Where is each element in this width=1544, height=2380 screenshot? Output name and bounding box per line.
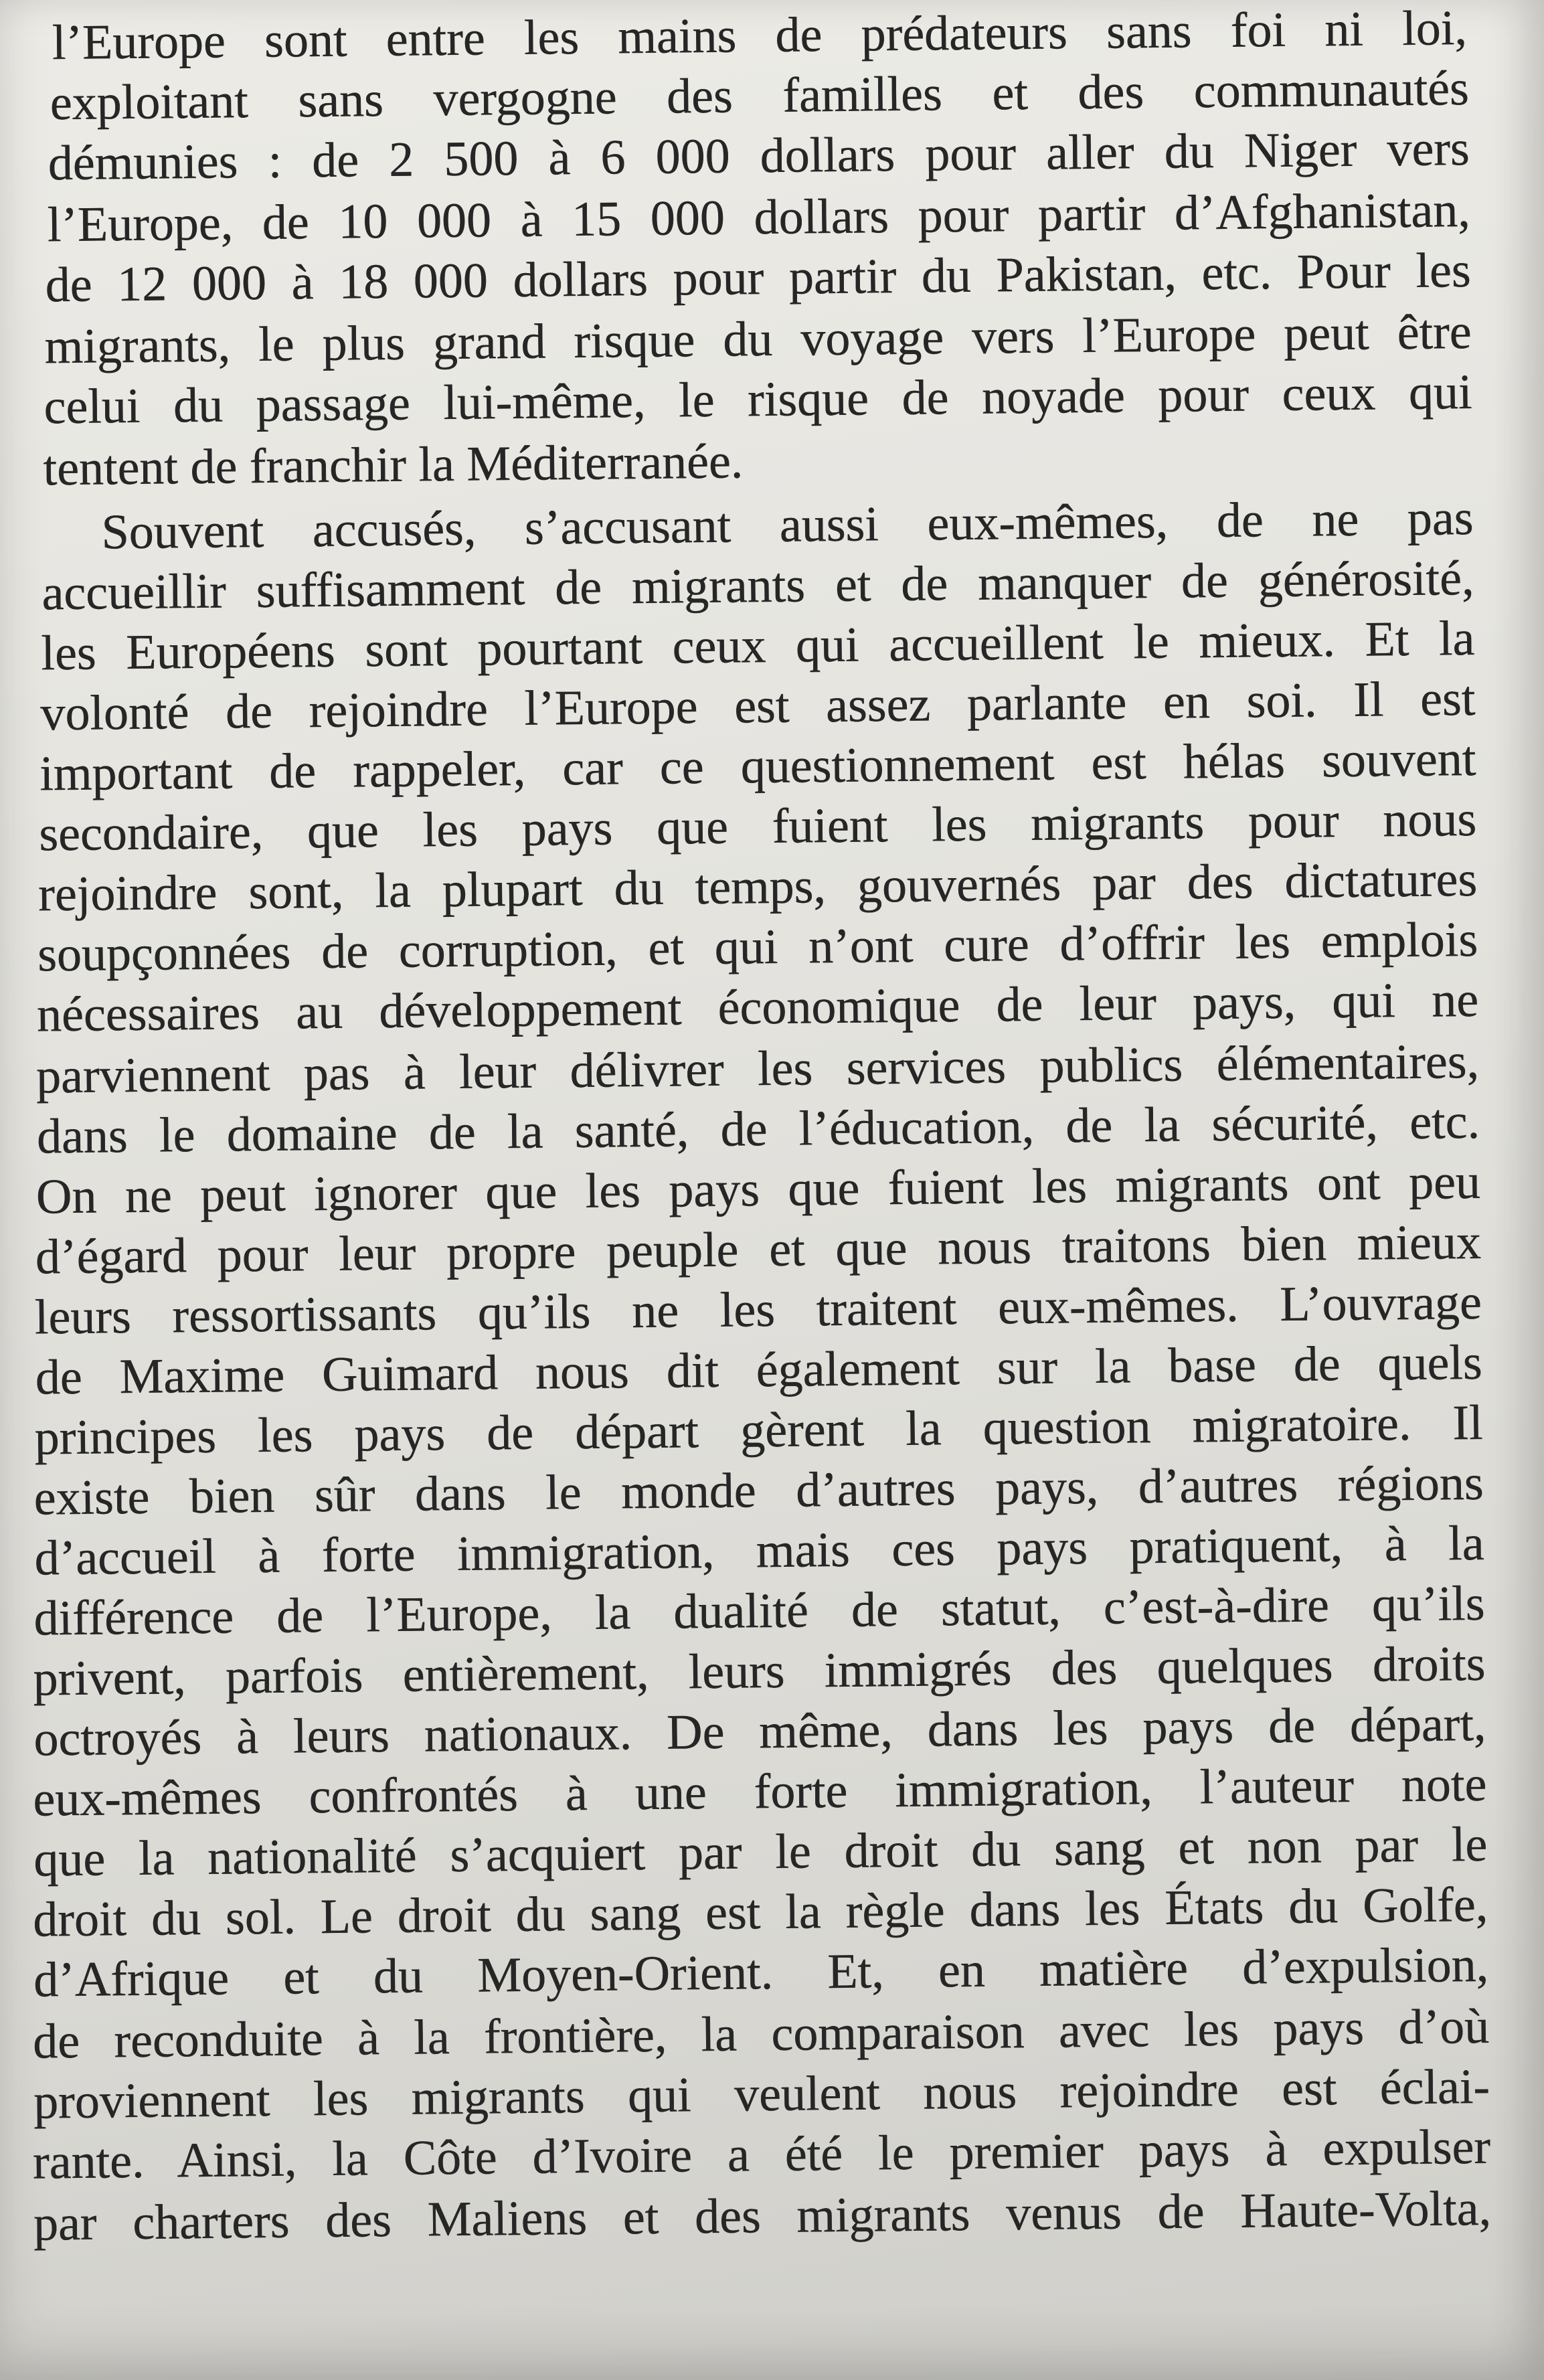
- text-line: d’accueil à forte immigration, mais ces pays pratiquent, à la: [34, 1515, 1484, 1586]
- text-line: les Européens sont pourtant ceux qui accueillent le mieux. Et la: [41, 610, 1475, 681]
- text-line: droit du sol. Le droit du sang est la règle dans les États du Golfe,: [32, 1877, 1488, 1948]
- text-line: proviennent les migrants qui veulent nous rejoindre est éclai-: [33, 2059, 1490, 2130]
- text-line: celui du passage lui-même, le risque de noyade pour ceux qui: [44, 364, 1472, 435]
- text-line: de Maxime Guimard nous dit également sur la base de quels: [35, 1335, 1483, 1406]
- text-line: que la nationalité s’acquiert par le droit du sang et non par le: [33, 1816, 1488, 1887]
- text-line: démunies : de 2 500 à 6 000 dollars pour aller du Niger vers: [48, 120, 1470, 191]
- text-line: accueillir suffisamment de migrants et de manquer de générosité,: [41, 550, 1474, 621]
- text-line: parviennent pas à leur délivrer les services publics élémentaires,: [35, 1033, 1480, 1104]
- text-line: On ne peut ignorer que les pays que fuient les migrants ont peu: [35, 1154, 1481, 1225]
- text-line: d’égard pour leur propre peuple et que nous traitons bien mieux: [35, 1214, 1482, 1285]
- text-line: secondaire, que les pays que fuient les migrants pour nous: [38, 791, 1477, 862]
- text-line: exploitant sans vergogne des familles et des communautés: [50, 60, 1470, 131]
- text-line: volonté de rejoindre l’Europe est assez parlante en soi. Il est: [40, 671, 1476, 742]
- paragraph-first-line: Souvent accusés, s’accusant aussi eux-mêmes, de ne pas: [101, 490, 1474, 560]
- text-line: rejoindre sont, la plupart du temps, gouvernés par des dictatures: [37, 851, 1478, 922]
- text-line: par charters des Maliens et des migrants venus de Haute-Volta,: [33, 2181, 1492, 2251]
- text-line: eux-mêmes confrontés à une forte immigration, l’auteur note: [33, 1756, 1487, 1827]
- text-line: octroyés à leurs nationaux. De même, dans les pays de départ,: [33, 1696, 1486, 1767]
- text-line: soupçonnées de corruption, et qui n’ont cure d’offrir les emplois: [37, 912, 1478, 983]
- text-line: l’Europe sont entre les mains de prédateurs sans foi ni loi,: [52, 0, 1468, 71]
- text-line: leurs ressortissants qu’ils ne les traitent eux-mêmes. L’ouvrage: [34, 1274, 1482, 1345]
- text-line: différence de l’Europe, la dualité de statut, c’est-à-dire qu’ils: [33, 1576, 1485, 1646]
- text-line: de 12 000 à 18 000 dollars pour partir du Pakistan, etc. Pour les: [45, 242, 1472, 313]
- text-line: privent, parfois entièrement, leurs immigrés des quelques droits: [33, 1636, 1486, 1707]
- text-line: rante. Ainsi, la Côte d’Ivoire a été le premier pays à expulser: [32, 2119, 1491, 2190]
- text-line: important de rappeler, car ce questionnement est hélas souvent: [39, 731, 1476, 802]
- text-line: principes les pays de départ gèrent la question migratoire. Il: [34, 1395, 1484, 1466]
- text-line: dans le domaine de la santé, de l’éducation, de la sécurité, etc.: [36, 1094, 1480, 1165]
- text-line: de reconduite à la frontière, la comparaison avec les pays d’où: [32, 1999, 1490, 2069]
- text-line: d’Afrique et du Moyen-Orient. Et, en matière d’expulsion,: [33, 1937, 1489, 2008]
- text-line: existe bien sûr dans le monde d’autres pays, d’autres régions: [33, 1455, 1484, 1526]
- text-line: l’Europe, de 10 000 à 15 000 dollars pour partir d’Afghanistan,: [47, 182, 1471, 253]
- paragraph-last-line: tentent de franchir la Méditerranée.: [43, 434, 744, 497]
- text-line: migrants, le plus grand risque du voyage vers l’Europe peut être: [44, 304, 1472, 375]
- text-line: nécessaires au développement économique de leur pays, qui ne: [36, 972, 1479, 1043]
